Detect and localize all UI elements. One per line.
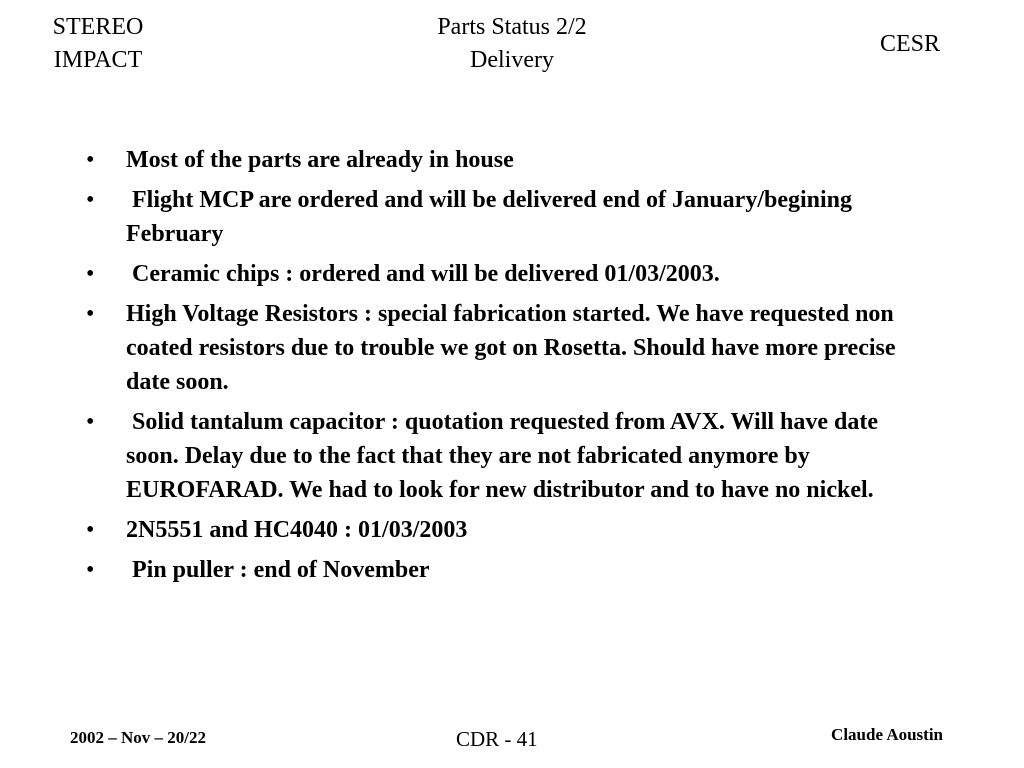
bullet-text: Flight MCP are ordered and will be delivered end of January/begining February xyxy=(126,187,859,247)
project-name-line1: STEREO xyxy=(52,14,144,40)
bullet-list xyxy=(86,143,926,593)
bullet-text: High Voltage Resistors : special fabrication started. We have requested non coated resistors due to trouble we got on Rosetta. Should have more precise date soon. xyxy=(126,301,902,395)
footer-page-number: CDR - 41 xyxy=(456,727,538,751)
bullet-text: Solid tantalum capacitor : quotation requested from AVX. Will have date soon. Delay due to the fact that they are not fabricated anymore by EUROFARAD. We had to look for new distributor and to have no nickel. xyxy=(126,409,885,503)
bullet-item xyxy=(86,405,926,507)
footer-author: Claude Aoustin xyxy=(831,725,943,744)
bullet-marker: • xyxy=(86,261,95,287)
bullet-text: 2N5551 and HC4040 : 01/03/2003 xyxy=(126,517,468,543)
slide-title-line2: Delivery xyxy=(470,47,554,73)
footer-date: 2002 – Nov – 20/22 xyxy=(70,728,206,747)
bullet-item xyxy=(86,257,926,291)
bullet-item xyxy=(86,553,926,587)
slide-title xyxy=(382,11,642,77)
bullet-marker: • xyxy=(86,409,95,435)
bullet-item xyxy=(86,513,926,547)
bullet-marker: • xyxy=(86,301,95,327)
bullet-marker: • xyxy=(86,557,95,583)
bullet-marker: • xyxy=(86,517,95,543)
bullet-text: Ceramic chips : ordered and will be delivered 01/03/2003. xyxy=(126,261,720,287)
bullet-item xyxy=(86,297,926,399)
bullet-marker: • xyxy=(86,147,95,173)
bullet-text: Pin puller : end of November xyxy=(126,557,430,583)
header-left-label xyxy=(40,11,156,77)
project-name-line2: IMPACT xyxy=(53,47,143,73)
bullet-text: Most of the parts are already in house xyxy=(126,147,514,173)
organization-label: CESR xyxy=(879,31,941,57)
bullet-item xyxy=(86,143,926,177)
bullet-item xyxy=(86,183,926,251)
slide-title-line1: Parts Status 2/2 xyxy=(437,14,587,40)
bullet-marker: • xyxy=(86,187,95,213)
